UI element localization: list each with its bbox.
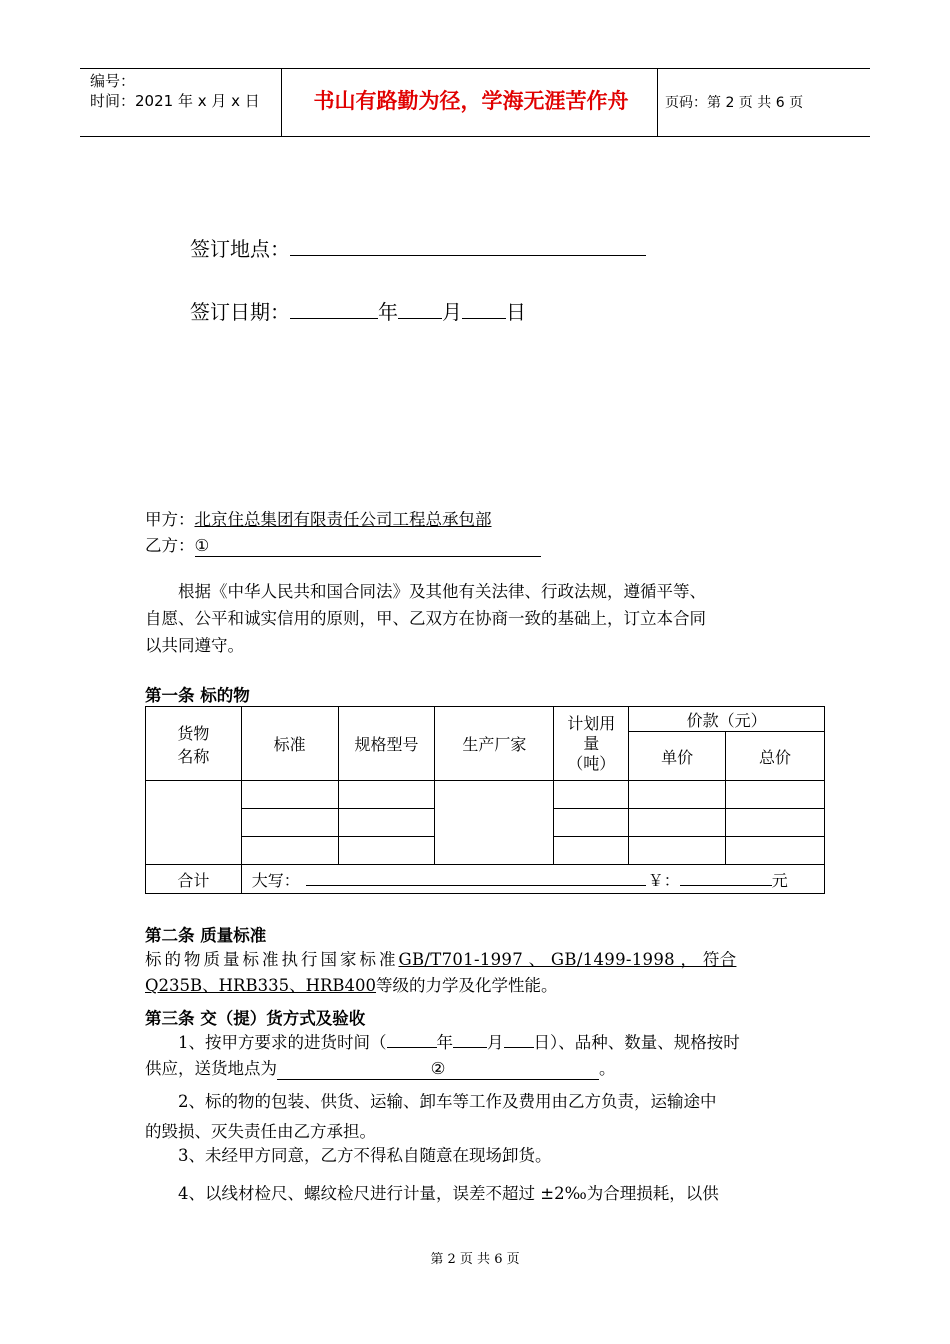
cell-spec-3[interactable] [338,837,435,865]
preamble-line-3: 以共同遵守。 [145,636,244,655]
article-3-item-3: 3、未经甲方同意，乙方不得私自随意在现场卸货。 [178,1146,552,1165]
signing-place-label: 签订地点： [190,237,290,261]
delivery-month-blank[interactable] [453,1029,487,1048]
header-bottom-rule [80,136,870,137]
article-3-item-4: 4、以线材检尺、螺纹检尺进行计量，误差不超过 ±2‰为合理损耗，以供 [178,1184,719,1203]
article-3-item-2-line-1: 2、标的物的包装、供货、运输、卸车等工作及费用由乙方负责，运输途中 [178,1092,717,1111]
delivery-place-blank[interactable]: ② [277,1059,599,1080]
signing-year-label: 年 [378,300,398,324]
col-qty: 计划用 量 （吨） [554,707,629,781]
signing-month-blank[interactable] [398,296,442,319]
article-1-title: 第一条 标的物 [145,686,250,705]
cell-qty-2[interactable] [554,809,629,837]
header-divider-left [281,68,282,136]
cell-unit-price-3[interactable] [629,837,726,865]
col-spec: 规格型号 [338,707,435,781]
yuan-blank[interactable] [680,869,772,886]
col-maker: 生产厂家 [435,707,554,781]
capital-label: 大写： [251,870,300,890]
cell-spec-2[interactable] [338,809,435,837]
preamble-line-2: 自愿、公平和诚实信用的原则，甲、乙双方在协商一致的基础上，订立本合同 [145,609,706,628]
col-price: 价款（元） [629,707,825,732]
page-footer: 第 2 页 共 6 页 [430,1252,520,1267]
cell-unit-price-1[interactable] [629,781,726,809]
article-3-item-1-line-2: 供应，送货地点为 ② 。 [145,1059,616,1078]
header-page-info: 页码：第 2 页 共 6 页 [665,95,804,111]
preamble-line-1: 根据《中华人民共和国合同法》及其他有关法律、行政法规，遵循平等、 [178,582,706,601]
yuan-label: 元 [771,870,788,890]
signing-place [190,233,646,263]
cell-standard-3[interactable] [241,837,338,865]
cell-qty-1[interactable] [554,781,629,809]
cell-standard-1[interactable] [241,781,338,809]
header-top-rule [80,68,870,69]
delivery-day-blank[interactable] [504,1029,534,1048]
delivery-year-blank[interactable] [387,1029,437,1048]
yuan-symbol: ￥： [647,870,680,890]
party-a-label: 甲方： [145,510,195,529]
cell-spec-1[interactable] [338,781,435,809]
capital-blank[interactable] [306,869,646,886]
signing-place-blank[interactable] [290,233,646,256]
article-3-title: 第三条 交（提）货方式及验收 [145,1009,366,1028]
total-label: 合计 [146,865,242,894]
signing-day-label: 日 [506,300,526,324]
signing-year-blank[interactable] [290,296,378,319]
header-time-label: 时间：2021 年 x 月 x 日 [90,92,260,110]
party-b-label: 乙方： [145,536,195,555]
col-goods-name: 货物 名称 [146,707,242,781]
cell-total-price-3[interactable] [726,837,825,865]
party-a-value: 北京住总集团有限责任公司工程总承包部 [194,510,492,529]
signing-date [190,296,526,326]
cell-qty-3[interactable] [554,837,629,865]
article-3-item-1: 1、按甲方要求的进货时间（ 年 月 日）、品种、数量、规格按时 [178,1029,740,1057]
party-b-marker: ① [194,536,210,555]
article-2-line-2: Q235B、HRB335、HRB400等级的力学及化学性能。 [145,976,558,995]
header-number-label: 编号： [90,72,136,90]
article-2-line-1: 标的物质量标准执行国家标准GB/T701-1997 、 GB/1499-1998 ， 符合 [145,950,737,969]
signing-month-label: 月 [442,300,462,324]
header-divider-right [657,68,658,136]
party-b-value[interactable] [195,536,541,557]
cell-unit-price-2[interactable] [629,809,726,837]
cell-goods-name[interactable] [146,781,242,865]
signing-date-label: 签订日期： [190,300,290,324]
total-row [241,865,824,894]
cell-standard-2[interactable] [241,809,338,837]
party-a [145,506,492,534]
party-b [145,532,541,560]
cell-maker[interactable] [435,781,554,865]
header-motto: 书山有路勤为径，学海无涯苦作舟 [313,89,629,113]
goods-table [145,706,825,894]
signing-day-blank[interactable] [462,296,506,319]
col-total-price: 总价 [726,732,825,781]
cell-total-price-1[interactable] [726,781,825,809]
col-standard: 标准 [241,707,338,781]
col-unit-price: 单价 [629,732,726,781]
article-3-item-2-line-2: 的毁损、灭失责任由乙方承担。 [145,1122,376,1141]
article-2-title: 第二条 质量标准 [145,926,267,945]
cell-total-price-2[interactable] [726,809,825,837]
